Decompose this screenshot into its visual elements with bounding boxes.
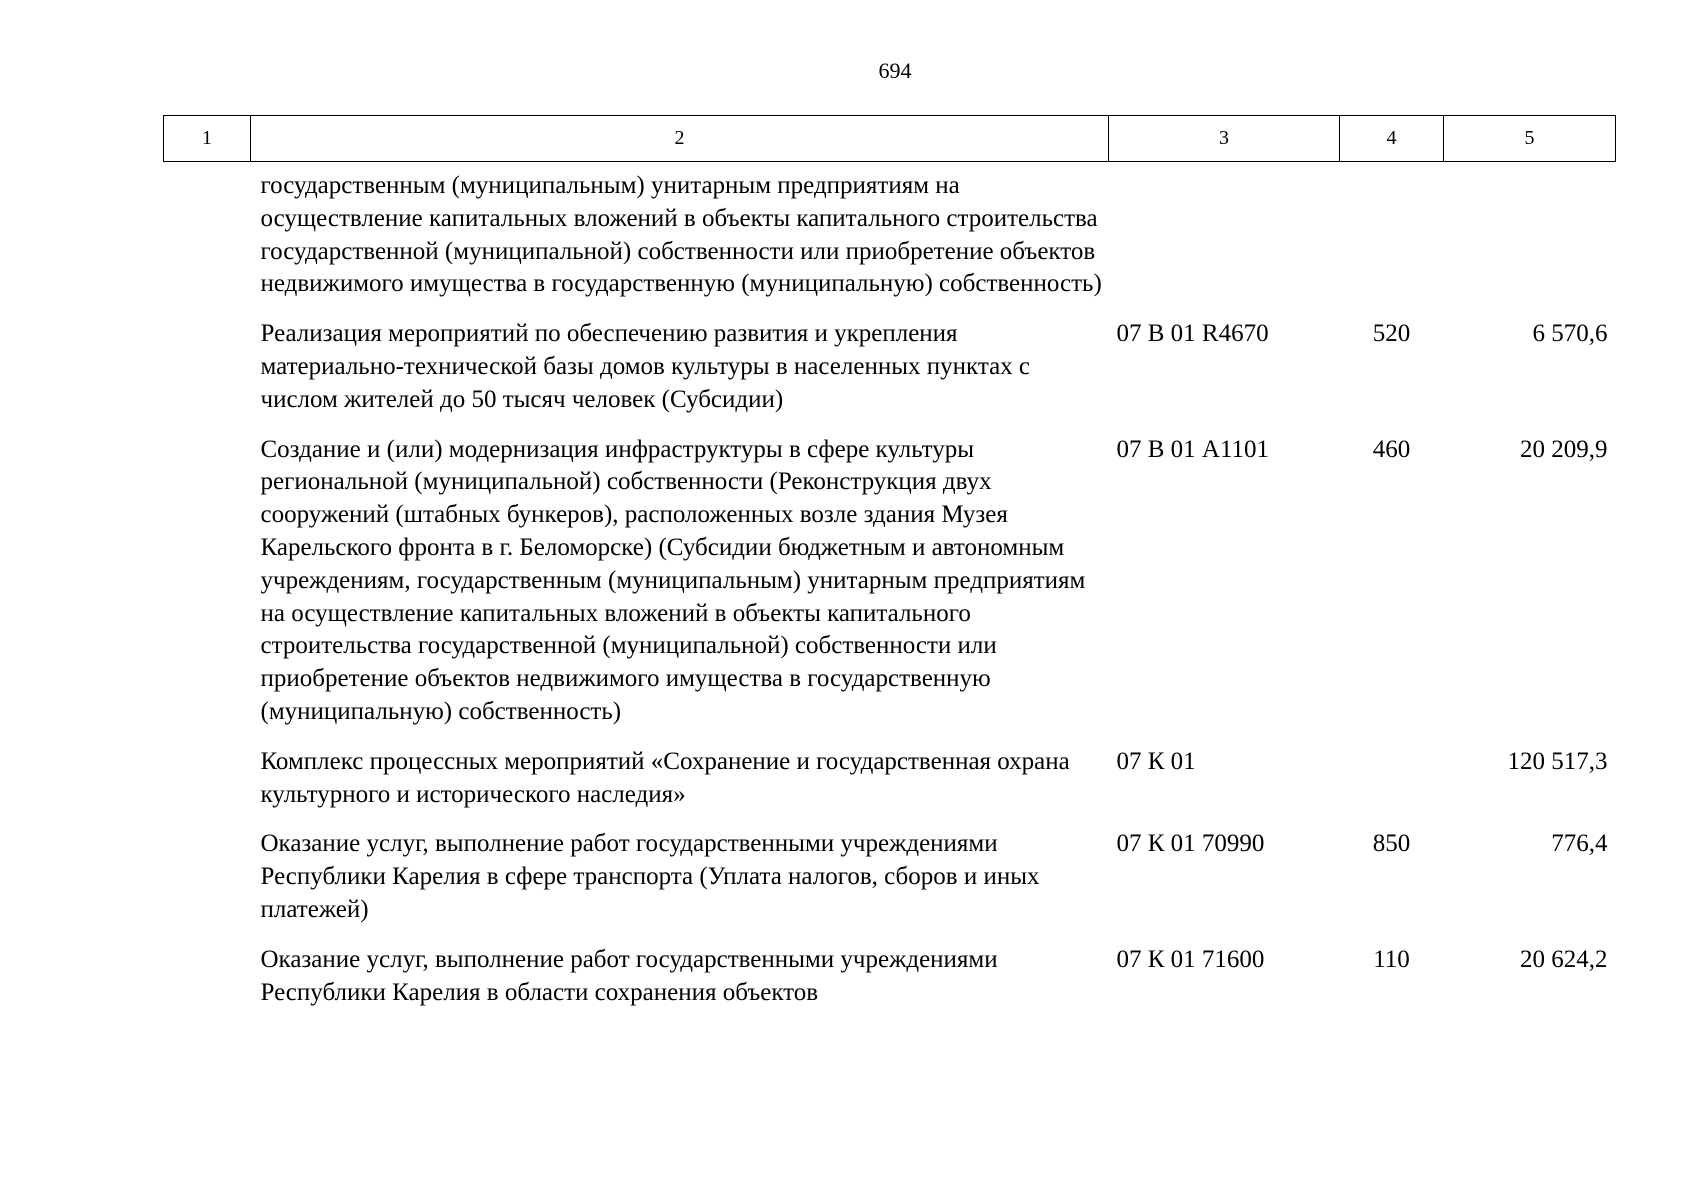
row-expense-type: 110 bbox=[1373, 945, 1410, 973]
header-col-2: 2 bbox=[251, 116, 1109, 162]
row-index-cell bbox=[164, 944, 251, 1027]
row-amount: 6 570,6 bbox=[1532, 320, 1608, 348]
row-name: Реализация мероприятий по обеспечению развития и укрепления материально-технической базы домов культуры в населенных пунктах с числом жителей до 50 тысяч человек (Субсидии) bbox=[260, 320, 1031, 413]
row-amount: 776,4 bbox=[1551, 830, 1608, 858]
table-row bbox=[164, 746, 1616, 829]
row-index-cell bbox=[164, 162, 251, 319]
row-name: Оказание услуг, выполнение работ государственными учреждениями Республики Карелия в сфере транспорта (Уплата налогов, сборов и иных платежей) bbox=[260, 830, 1040, 923]
row-index-cell bbox=[164, 318, 251, 433]
row-code bbox=[1109, 162, 1340, 319]
row-index-cell bbox=[164, 746, 251, 829]
row-amount: 20 209,9 bbox=[1520, 435, 1608, 463]
table-body bbox=[164, 162, 1616, 1027]
header-col-1: 1 bbox=[164, 116, 251, 162]
header-col-5: 5 bbox=[1444, 116, 1616, 162]
table-header bbox=[164, 116, 1616, 162]
row-expense-type: 520 bbox=[1372, 320, 1411, 348]
row-index-cell bbox=[164, 434, 251, 746]
row-code: 07 К 01 bbox=[1116, 747, 1196, 775]
row-name: государственным (муниципальным) унитарным предприятиям на осуществление капитальных вложений в объекты капитального строительства государственной (муниципальной) собственности или приобретение объектов недвижимого имущества в государственную (муниципальную) собственность) bbox=[260, 172, 1102, 298]
row-amount: 120 517,3 bbox=[1507, 747, 1608, 775]
row-expense-type: 460 bbox=[1372, 435, 1411, 463]
row-amount bbox=[1444, 162, 1616, 319]
header-col-4: 4 bbox=[1340, 116, 1444, 162]
row-code: 07 В 01 R4670 bbox=[1116, 320, 1269, 348]
table-row bbox=[164, 828, 1616, 943]
header-col-3: 3 bbox=[1109, 116, 1340, 162]
row-code: 07 К 01 70990 bbox=[1116, 830, 1265, 858]
table-row bbox=[164, 434, 1616, 746]
row-code: 07 К 01 71600 bbox=[1116, 945, 1265, 973]
table-row bbox=[164, 944, 1616, 1027]
row-amount: 20 624,2 bbox=[1520, 945, 1608, 973]
row-expense-type bbox=[1340, 746, 1444, 829]
row-index-cell bbox=[164, 828, 251, 943]
page-number: 694 bbox=[878, 58, 912, 83]
table-row bbox=[164, 162, 1616, 319]
budget-table bbox=[163, 115, 1616, 1026]
row-name: Создание и (или) модернизация инфраструктуры в сфере культуры региональной (муниципальной) собственности (Реконструкция двух сооружений (штабных бункеров), расположенных возле здания Музея Карельского фронта в г. Беломорске) (Субсидии бюджетным и автономным учреждениям, государственным (муниципальным) унитарным предприятиям на осуществление капитальных вложений в объекты капитального строительства государственной (муниципальной) собственности или приобретение объектов недвижимого имущества в государственную (муниципальную) собственность) bbox=[260, 435, 1086, 725]
row-expense-type: 850 bbox=[1372, 830, 1411, 858]
table-row bbox=[164, 318, 1616, 433]
row-expense-type bbox=[1340, 162, 1444, 319]
row-name: Оказание услуг, выполнение работ государственными учреждениями Республики Карелия в области сохранения объектов bbox=[260, 945, 998, 1006]
row-code: 07 В 01 А1101 bbox=[1116, 435, 1270, 463]
header-row bbox=[164, 116, 1616, 162]
row-name: Комплекс процессных мероприятий «Сохранение и государственная охрана культурного и исторического наследия» bbox=[260, 747, 1070, 808]
